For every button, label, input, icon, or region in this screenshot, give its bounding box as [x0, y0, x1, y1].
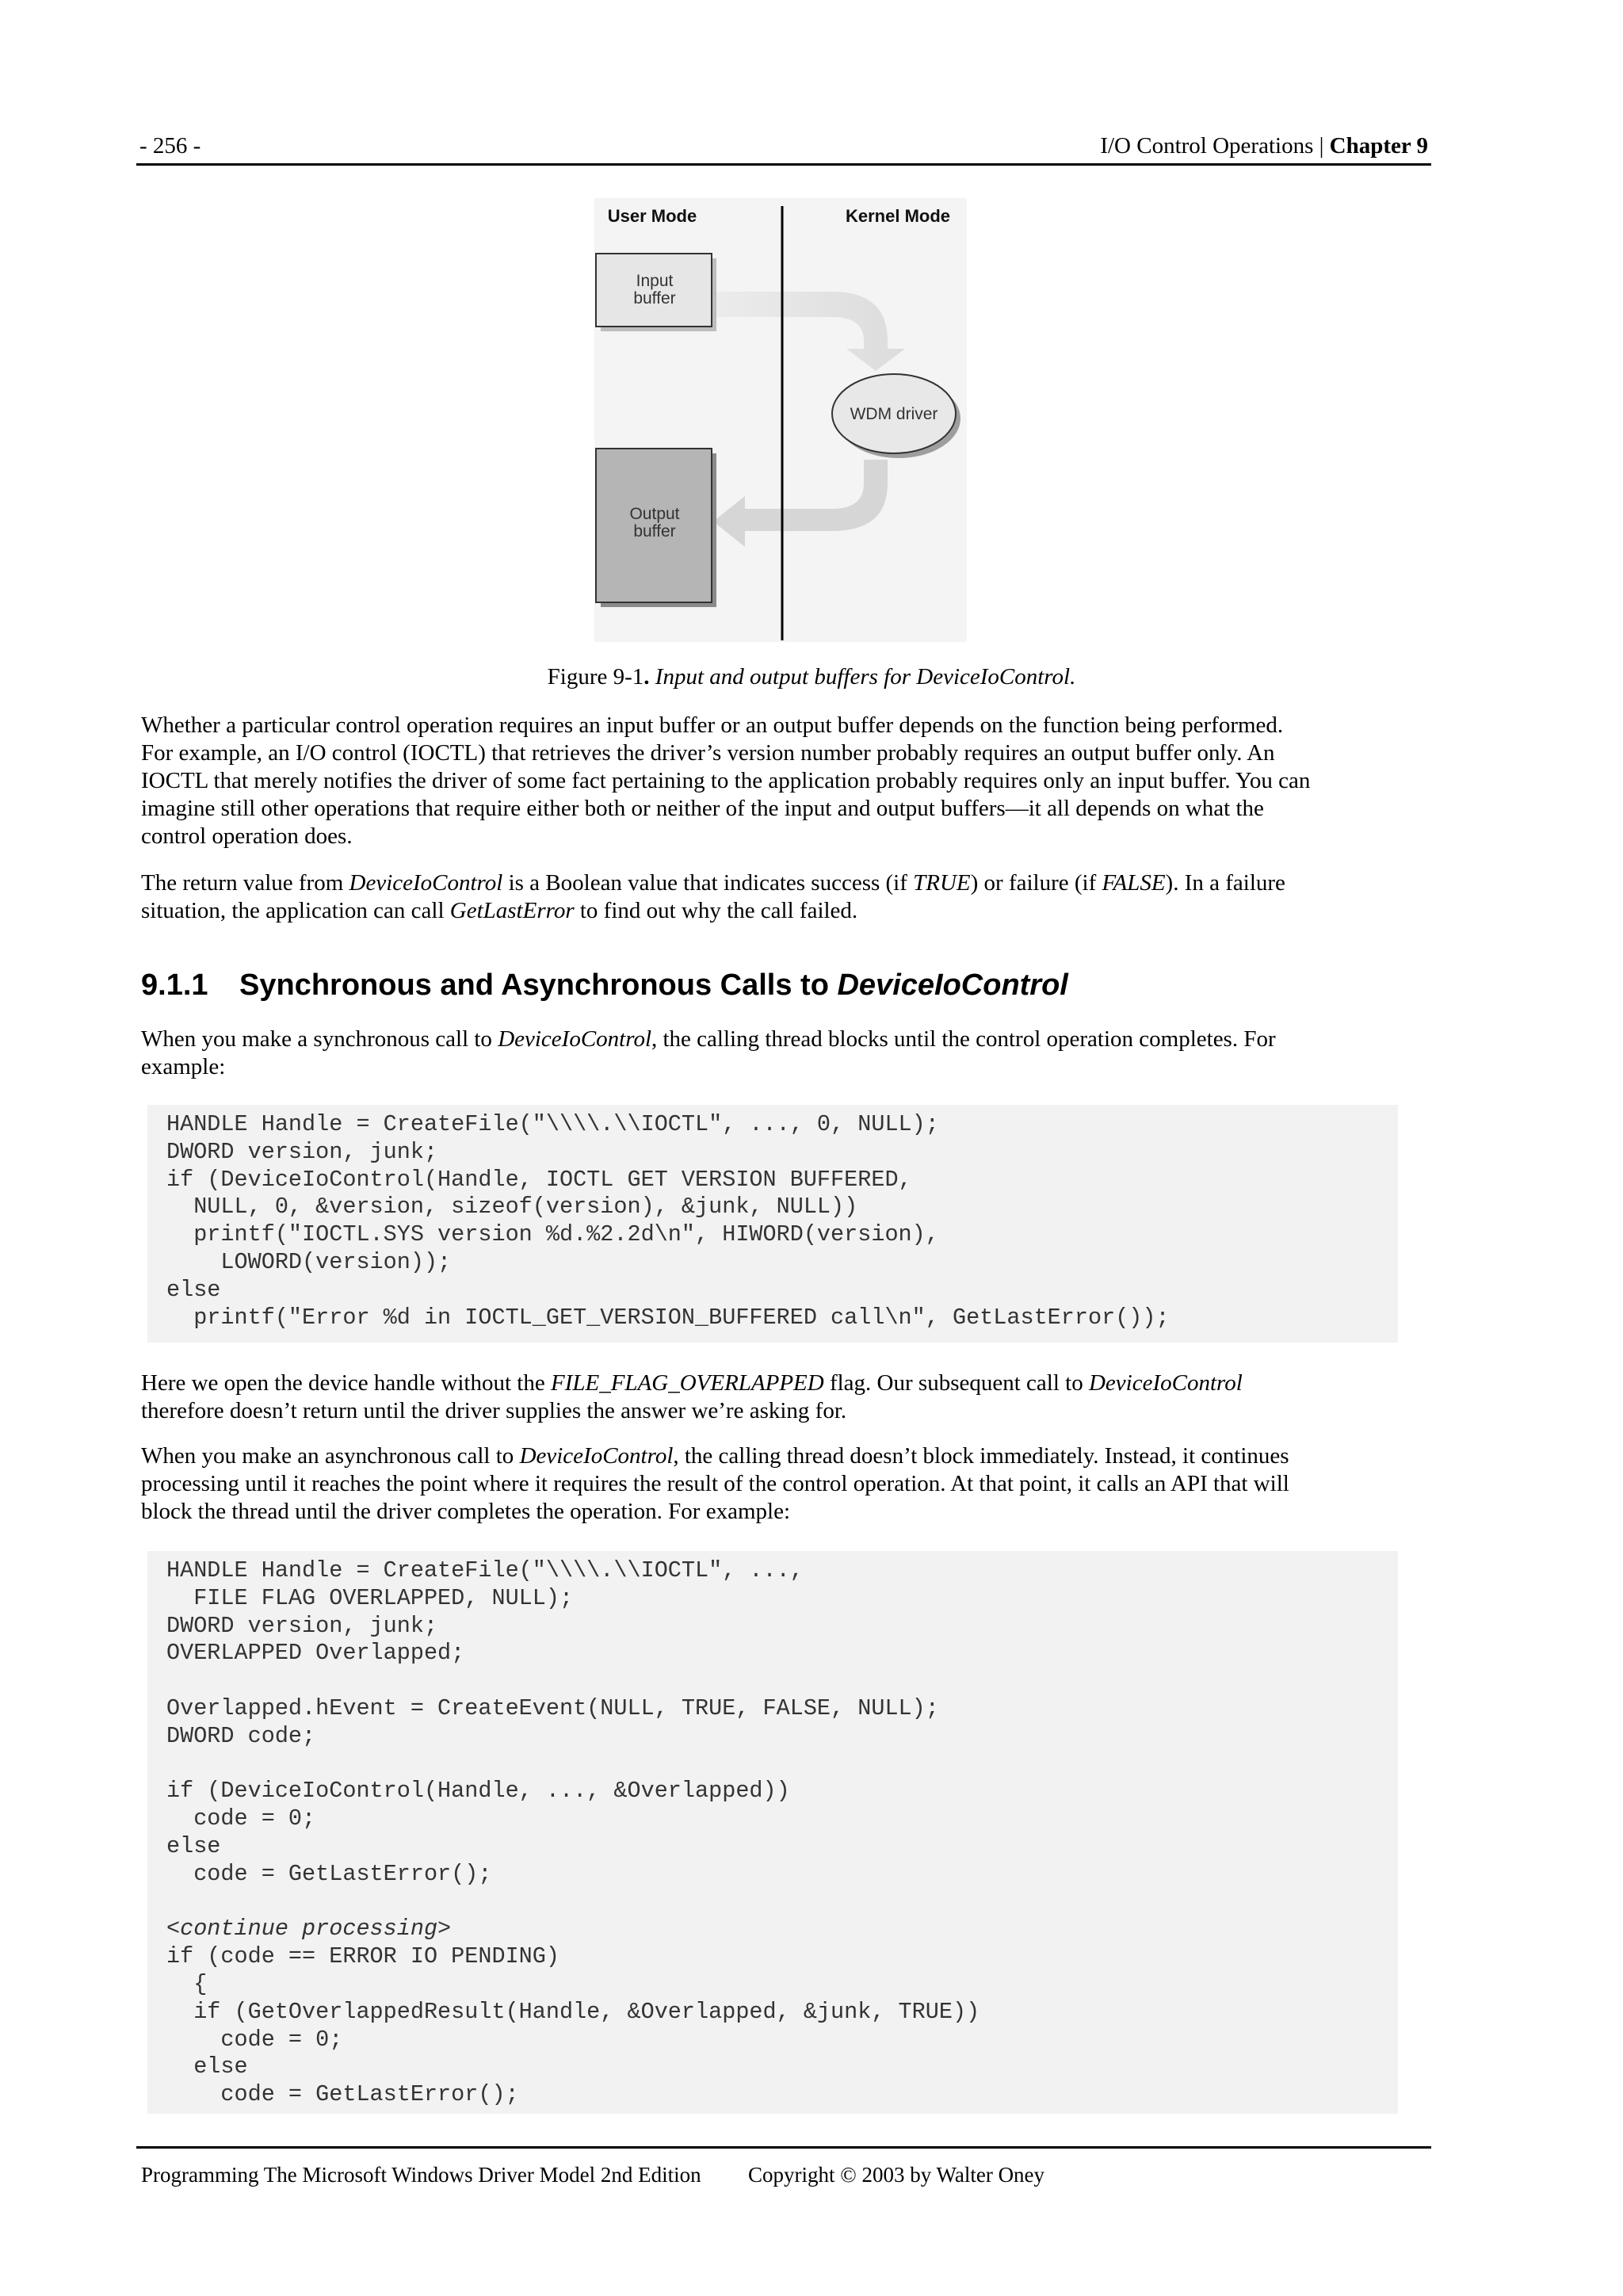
- code-line: [166, 1668, 1398, 1695]
- code-line: code = 0;: [166, 1805, 316, 1832]
- code-line: NULL, 0, &version, sizeof(version), &junk, NULL)): [166, 1194, 858, 1221]
- code-line: code = GetLastError();: [166, 2081, 519, 2108]
- section-title-text: Synchronous and Asynchronous Calls to: [239, 968, 838, 1002]
- section-title: I/O Control Operations |: [1100, 133, 1324, 159]
- code-line: FILE FLAG OVERLAPPED, NULL);: [166, 1584, 574, 1611]
- paragraph-buffers: [141, 712, 1409, 850]
- text-line: When you make an asynchronous call to DeviceIoControl, the calling thread doesn’t block immediately. Instead, it continues: [141, 1443, 1289, 1469]
- code-block-asynchronous: [147, 1551, 1398, 2114]
- code-line: if (code == ERROR IO PENDING): [166, 1943, 559, 1970]
- code-line: code = GetLastError();: [166, 1860, 492, 1887]
- figure-caption: Figure 9-1. Input and output buffers for DeviceIoControl.: [547, 664, 1076, 690]
- text-line: IOCTL that merely notifies the driver of some fact pertaining to the application probably requires only an input buffer. You can: [141, 768, 1311, 793]
- driver-label: WDM driver: [850, 405, 938, 423]
- text-line: therefore doesn’t return until the driver supplies the answer we’re asking for.: [141, 1398, 847, 1423]
- chapter-label: Chapter 9: [1329, 133, 1428, 159]
- code-line: LOWORD(version));: [166, 1248, 452, 1275]
- input-buffer-label-2: buffer: [633, 289, 676, 308]
- code-line: if (DeviceIoControl(Handle, ..., &Overlapped)): [166, 1778, 790, 1805]
- buffer-diagram: [594, 198, 967, 642]
- page-footer: [136, 2146, 1431, 2187]
- code-line-comment: <continue processing>: [166, 1916, 452, 1943]
- code-line: printf("Error %d in IOCTL_GET_VERSION_BUFFERED call\n", GetLastError());: [166, 1304, 1170, 1331]
- text-line: When you make a synchronous call to DeviceIoControl, the calling thread blocks until the control operation completes. For: [141, 1026, 1276, 1052]
- text-line: Here we open the device handle without the FILE_FLAG_OVERLAPPED flag. Our subsequent call to DeviceIoControl: [141, 1370, 1243, 1396]
- code-line: else: [166, 1832, 221, 1859]
- text-line: control operation does.: [141, 823, 353, 849]
- text-line: example:: [141, 1054, 226, 1079]
- caption-text: Input and output buffers for DeviceIoControl.: [655, 664, 1076, 690]
- code-line: Overlapped.hEvent = CreateEvent(NULL, TRUE, FALSE, NULL);: [166, 1694, 939, 1721]
- code-line: OVERLAPPED Overlapped;: [166, 1640, 465, 1667]
- code-line: else: [166, 2053, 248, 2080]
- section-number: 9.1.1: [141, 968, 208, 1002]
- paragraph-overlapped-flag: [141, 1370, 1409, 1425]
- code-line: [166, 1889, 1398, 1916]
- code-block-synchronous: [147, 1105, 1398, 1343]
- paragraph-return-value: [141, 869, 1409, 925]
- user-mode-label: User Mode: [607, 206, 697, 226]
- section-title-italic: DeviceIoControl: [837, 968, 1068, 1002]
- code-line: if (GetOverlappedResult(Handle, &Overlapped, &junk, TRUE)): [166, 1998, 980, 2025]
- code-line: DWORD version, junk;: [166, 1138, 438, 1165]
- output-buffer-label-2: buffer: [633, 522, 676, 541]
- section-heading: [141, 968, 1068, 1003]
- code-line: [166, 1751, 1398, 1778]
- code-line: code = 0;: [166, 2026, 343, 2053]
- text-line: Whether a particular control operation requires an input buffer or an output buffer depends on the function being performed.: [141, 712, 1284, 738]
- input-buffer-label-1: Input: [636, 272, 674, 290]
- figure-diagram: [594, 198, 975, 642]
- code-line: DWORD code;: [166, 1722, 316, 1749]
- paragraph-synchronous: [141, 1026, 1409, 1081]
- code-line: DWORD version, junk;: [166, 1612, 438, 1639]
- code-line: HANDLE Handle = CreateFile("\\\\.\\IOCTL", ...,: [166, 1557, 804, 1584]
- book-title: Programming The Microsoft Windows Driver Model 2nd Edition: [141, 2163, 701, 2187]
- kernel-mode-label: Kernel Mode: [845, 206, 951, 226]
- text-line: block the thread until the driver completes the operation. For example:: [141, 1499, 790, 1524]
- code-line: else: [166, 1276, 221, 1303]
- copyright: Copyright © 2003 by Walter Oney: [748, 2163, 1045, 2187]
- paragraph-asynchronous: [141, 1442, 1409, 1526]
- output-buffer-label-1: Output: [629, 505, 680, 523]
- text-line: situation, the application can call GetLastError to find out why the call failed.: [141, 898, 858, 923]
- page-number: - 256 -: [139, 133, 201, 159]
- text-line: processing until it reaches the point where it requires the result of the control operation. At that point, it calls an API that will: [141, 1471, 1289, 1496]
- text-line: For example, an I/O control (IOCTL) that retrieves the driver’s version number probably requires an output buffer only. An: [141, 740, 1275, 766]
- page-header: [136, 130, 1431, 166]
- running-title: [1100, 133, 1428, 159]
- code-line: {: [166, 1970, 208, 1997]
- code-line: printf("IOCTL.SYS version %d.%2.2d\n", HIWORD(version),: [166, 1221, 939, 1248]
- caption-number: Figure 9-1: [547, 664, 644, 690]
- code-line: HANDLE Handle = CreateFile("\\\\.\\IOCTL", ..., 0, NULL);: [166, 1111, 939, 1137]
- code-line: if (DeviceIoControl(Handle, IOCTL GET VERSION BUFFERED,: [166, 1166, 912, 1193]
- text-line: imagine still other operations that require either both or neither of the input and output buffers—it all depends on what the: [141, 796, 1264, 821]
- text-line: The return value from DeviceIoControl is a Boolean value that indicates success (if TRUE) or failure (if FALSE). In a failure: [141, 870, 1285, 896]
